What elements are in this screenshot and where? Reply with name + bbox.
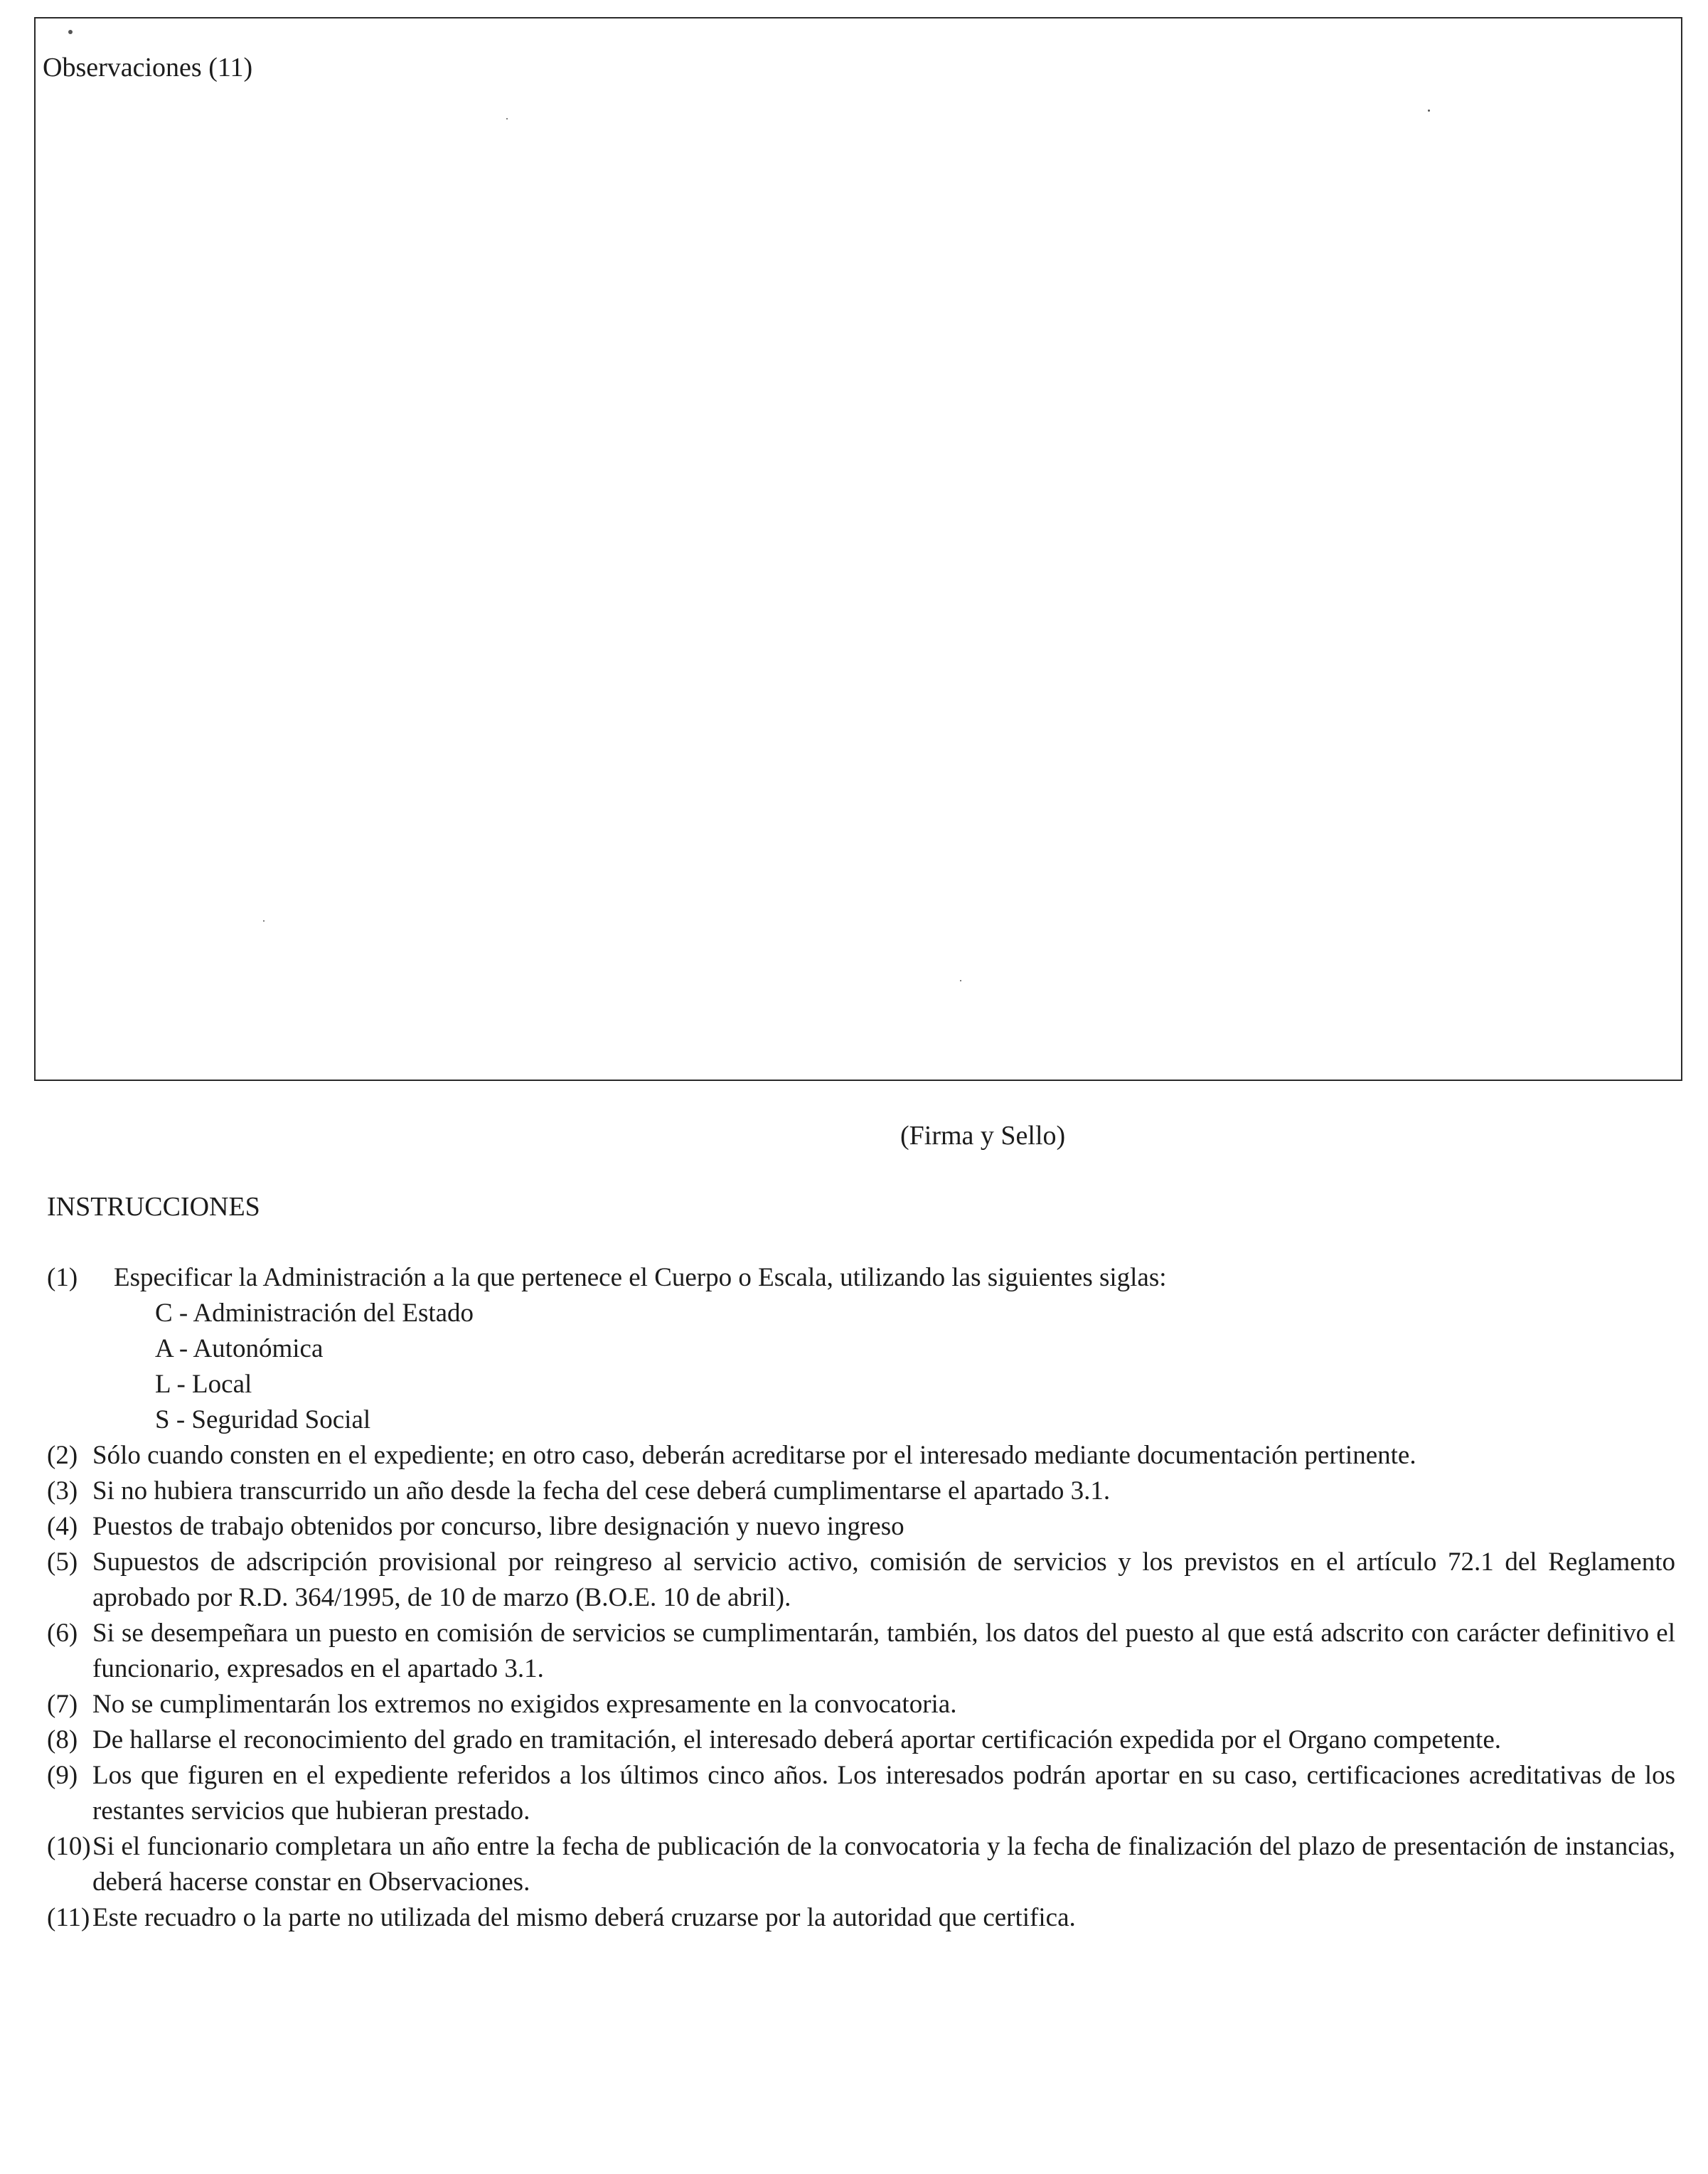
sub-item: A - Autonómica: [155, 1334, 324, 1363]
note-text: Si se desempeñara un puesto en comisión de servicios se cumplimentarán, también, los datos del puesto al que está adscrito con carácter definitivo el funcionario, expresados en el apartado 3.1.: [92, 1619, 1675, 1683]
note-item: [47, 1829, 1675, 1900]
note-text: Si el funcionario completara un año entre la fecha de publicación de la convocatoria y la fecha de finalización del plazo de presentación de instancias, deberá hacerse constar en Observaciones.: [92, 1832, 1675, 1897]
note-number: (7): [47, 1690, 78, 1719]
note-item: [47, 1260, 1675, 1296]
note-item: [47, 1687, 1675, 1722]
note-item: [47, 1722, 1675, 1758]
sub-item: S - Seguridad Social: [155, 1405, 371, 1434]
note-text: Supuestos de adscripción provisional por reingreso al servicio activo, comisión de servicios y los previstos en el artículo 72.1 del Reglamento aprobado por R.D. 364/1995, de 10 de marzo (B.O.E. 10 de abril).: [92, 1547, 1675, 1612]
note-number: (6): [47, 1619, 78, 1648]
note-text: Sólo cuando consten en el expediente; en otro caso, deberán acreditarse por el interesado mediante documentación pertinente.: [92, 1441, 1416, 1470]
note-item: [47, 1900, 1675, 1936]
scan-speck: [1428, 110, 1430, 112]
note-number: (8): [47, 1725, 78, 1754]
note-text: Si no hubiera transcurrido un año desde la fecha del cese deberá cumplimentarse el apartado 3.1.: [92, 1476, 1111, 1506]
note-item: [47, 1545, 1675, 1616]
note-number: (9): [47, 1761, 78, 1790]
note-text: No se cumplimentarán los extremos no exigidos expresamente en la convocatoria.: [92, 1690, 957, 1719]
sub-item: L - Local: [155, 1370, 252, 1399]
note-number: (3): [47, 1476, 78, 1506]
note-number: (1): [47, 1263, 78, 1292]
sub-item: C - Administración del Estado: [155, 1299, 474, 1328]
instructions-notes: [47, 1260, 1675, 1936]
scan-speck: [960, 980, 961, 981]
observations-box: [34, 17, 1682, 1081]
note-item: [47, 1438, 1675, 1474]
note-text: Especificar la Administración a la que pertenece el Cuerpo o Escala, utilizando las siguientes siglas:: [114, 1263, 1167, 1292]
observations-label: Observaciones (11): [43, 53, 253, 82]
signature-stamp-label: (Firma y Sello): [900, 1121, 1066, 1151]
note-text: De hallarse el reconocimiento del grado en tramitación, el interesado deberá aportar certificación expedida por el Organo competente.: [92, 1725, 1501, 1754]
note-item: [47, 1758, 1675, 1829]
note-item: [47, 1616, 1675, 1687]
note-item: [47, 1509, 1675, 1545]
note-number: (2): [47, 1441, 78, 1470]
note-item: [47, 1474, 1675, 1509]
note-number: (11): [47, 1903, 90, 1932]
note-number: (4): [47, 1512, 78, 1541]
note-text: Los que figuren en el expediente referidos a los últimos cinco años. Los interesados podrán aportar en su caso, certificaciones acreditativas de los restantes servicios que hubieran prestado.: [92, 1761, 1675, 1826]
note-text: Este recuadro o la parte no utilizada del mismo deberá cruzarse por la autoridad que certifica.: [92, 1903, 1076, 1932]
note-number: (5): [47, 1547, 78, 1577]
scan-speck: [263, 920, 265, 922]
scan-speck: [68, 30, 73, 34]
scan-speck: [506, 118, 508, 119]
instructions-title: INSTRUCCIONES: [47, 1192, 260, 1222]
note-number: (10): [47, 1832, 91, 1861]
note-text: Puestos de trabajo obtenidos por concurso, libre designación y nuevo ingreso: [92, 1512, 904, 1541]
